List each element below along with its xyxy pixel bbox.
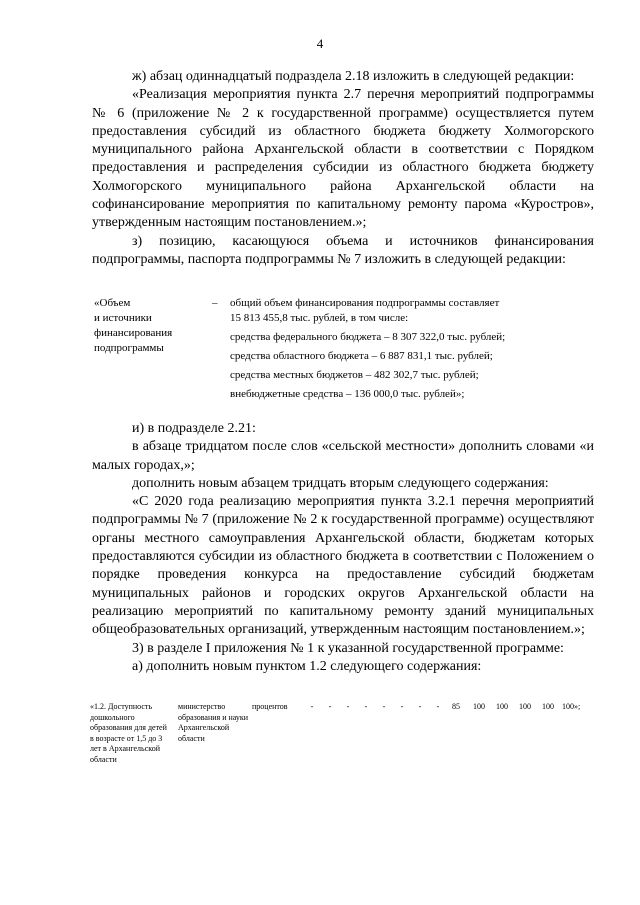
indicator-value: 100 bbox=[496, 702, 508, 711]
passport-value-line: средства федерального бюджета – 8 307 322,0 тыс. рублей; bbox=[230, 331, 506, 343]
passport-value-line: внебюджетные средства – 136 000,0 тыс. рублей»; bbox=[230, 388, 465, 400]
indicator-value: - bbox=[328, 702, 332, 711]
indicator-value: - bbox=[364, 702, 368, 711]
passport-label: «Объем и источники финансирования подпрограммы bbox=[94, 297, 173, 354]
indicator-value: 100»; bbox=[562, 702, 581, 711]
passport-value-line: 15 813 455,8 тыс. рублей, в том числе: bbox=[230, 312, 409, 324]
paragraph-i-quote: «С 2020 года реализацию мероприятия пункта 3.2.1 перечня мероприятий подпрограммы № 7 (приложение № 2 к государственной программе) осуществляют органы местного самоуправления Архангельской области, бюджетам которых предоставляются субсидии из областного бюджета в соответствии с Положением о порядке проведения конкурса на предоставление субсидий бюджетам муниципальных районов и городских округов Архангельской области на реализацию мероприятий по капитальному ремонту зданий муниципальных общеобразовательных организаций, утвержденным настоящим постановлением.»; bbox=[92, 494, 594, 638]
indicator-value: 85 bbox=[452, 702, 460, 711]
document-body-top bbox=[92, 68, 594, 269]
indicator-value: 100 bbox=[519, 702, 531, 711]
indicator-name: «1.2. Доступность дошкольного образования для детей в возрасте от 1,5 до 3 лет в Архангельской области bbox=[90, 702, 167, 764]
indicator-value: - bbox=[382, 702, 386, 711]
paragraph-zh-quote: «Реализация мероприятия пункта 2.7 перечня мероприятий подпрограммы № 6 (приложение № 2 к государственной программе) осуществляется путем предоставления субсидий из областного бюджета бюджету Холмогорского муниципального района Архангельской области в соответствии с Порядком предоставления и распределения субсидии из областного бюджета бюджету Холмогорского муниципального района Архангельской области на софинансирование мероприятия по капитальному ремонту парома «Куростров», утвержденным настоящим постановлением.»; bbox=[92, 87, 594, 231]
paragraph-i-heading: и) в подразделе 2.21: bbox=[132, 421, 256, 436]
indicator-value: 100 bbox=[542, 702, 554, 711]
paragraph-i-amend: в абзаце тридцатом после слов «сельской местности» дополнить словами «и малых городах,»; bbox=[92, 439, 594, 473]
indicator-unit: процентов bbox=[252, 702, 288, 711]
paragraph-zh-heading: ж) абзац одиннадцатый подраздела 2.18 изложить в следующей редакции: bbox=[132, 69, 575, 84]
paragraph-section-3a: а) дополнить новым пунктом 1.2 следующего содержания: bbox=[132, 658, 482, 674]
indicator-value: - bbox=[400, 702, 404, 711]
passport-value-line: средства областного бюджета – 6 887 831,1 тыс. рублей; bbox=[230, 350, 493, 362]
indicator-value: - bbox=[436, 702, 440, 711]
indicator-value: 100 bbox=[473, 702, 485, 711]
paragraph-i-add: дополнить новым абзацем тридцать вторым следующего содержания: bbox=[132, 475, 549, 491]
passport-dash: – bbox=[212, 297, 218, 309]
indicator-value: - bbox=[418, 702, 422, 711]
passport-value-line: средства местных бюджетов – 482 302,7 тыс. рублей; bbox=[230, 369, 479, 381]
page-number: 4 bbox=[316, 36, 324, 51]
passport-values bbox=[230, 296, 590, 402]
passport-value-line: общий объем финансирования подпрограммы составляет bbox=[230, 297, 500, 309]
paragraph-z-heading: з) позицию, касающуюся объема и источников финансирования подпрограммы, паспорта подпрограммы № 7 изложить в следующей редакции: bbox=[92, 233, 594, 267]
document-body-bottom bbox=[92, 420, 594, 676]
indicator-value: - bbox=[346, 702, 350, 711]
indicator-value: - bbox=[310, 702, 314, 711]
indicator-org: министерство образования и науки Архангельской области bbox=[178, 702, 249, 743]
paragraph-section-3: 3) в разделе I приложения № 1 к указанной государственной программе: bbox=[132, 640, 564, 656]
